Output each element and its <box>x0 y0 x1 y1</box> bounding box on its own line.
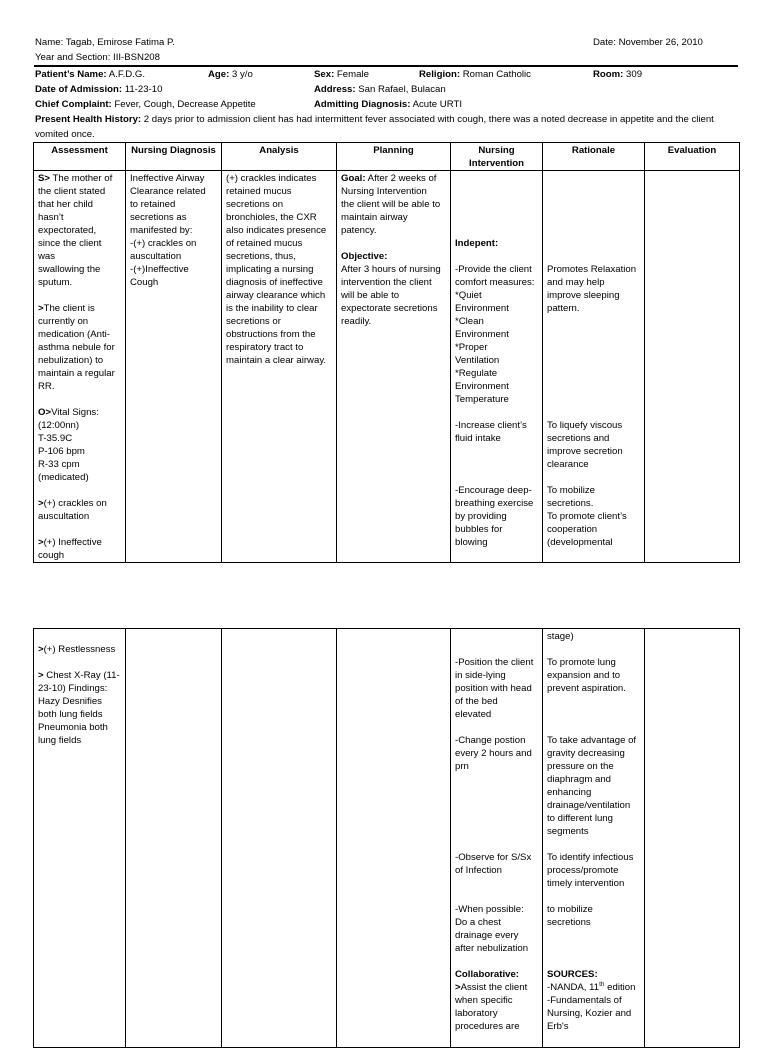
admitting-diagnosis: Admitting Diagnosis: Acute URTI <box>314 99 463 110</box>
rationale-cell-continued: stage) To promote lung expansion and to prevent aspiration. To take advantage of gravity decreasing pressure on the diaphragm and enhancing drainage/ventilation to different lung segments To identify infectious process/promote timely intervention to mobilize secretions SOURCES: -NANDA, 11th edition -Fundamentals of Nursing, Kozier and Erb's <box>543 629 645 1048</box>
diagnosis-cell: Ineffective Airway Clearance related to retained secretions as manifested by: -(+) crackles on auscultation -(+)Ineffective Cough <box>126 171 222 563</box>
planning-cell-continued <box>337 629 451 1048</box>
student-name: Name: Tagab, Emirose Fatima P. <box>35 37 175 48</box>
patient-sex: Sex: Female <box>314 69 369 80</box>
intervention-cell-continued: -Position the client in side-lying position with head of the bed elevated -Change postion every 2 hours and prn -Observe for S/Sx of Infection -When possible: Do a chest drainage every after nebulization Collaborative: >Assist the client when specific laboratory procedures are <box>451 629 543 1048</box>
col-planning: Planning <box>337 143 451 171</box>
patient-address: Address: San Rafael, Bulacan <box>314 84 446 95</box>
analysis-cell-continued <box>222 629 337 1048</box>
patient-age: Age: 3 y/o <box>208 69 253 80</box>
chief-complaint: Chief Complaint: Fever, Cough, Decrease Appetite <box>35 99 256 110</box>
assessment-cell-continued: >(+) Restlessness > Chest X-Ray (11- 23-10) Findings: Hazy Desnifies both lung fields Pneumonia both lung fields <box>34 629 126 1048</box>
table-row <box>34 629 740 1048</box>
assessment-cell: S> The mother of the client stated that her child hasn’t expectorated, since the client was swallowing the sputum. >The client is currently on medication (Anti- asthma nebule for nebulization) to maintain a regular RR. O>Vital Signs: (12:00nn) T-35.9C P-106 bpm R-33 cpm (medicated) >(+) crackles on auscultation >(+) Ineffective cough <box>34 171 126 563</box>
document-date: Date: November 26, 2010 <box>593 37 703 48</box>
patient-religion: Religion: Roman Catholic <box>419 69 531 80</box>
rationale-cell: Promotes Relaxation and may help improve sleeping pattern. To liquefy viscous secretions and improve secretion clearance To mobilize secretions. To promote client’s cooperation (developmental <box>543 171 645 563</box>
present-health-history: Present Health History: 2 days prior to admission client has had intermittent fever associated with cough, there was a noted decrease in appetite and the client <box>35 114 714 125</box>
care-plan-table-continued <box>33 628 740 1048</box>
table-row <box>34 171 740 563</box>
header-rule <box>34 65 738 67</box>
patient-room: Room: 309 <box>593 69 643 80</box>
analysis-cell: (+) crackles indicates retained mucus secretions on bronchioles, the CXR also indicates presence of retained mucus secretions, thus, implicating a nursing diagnosis of ineffective airway clearance which is the inability to clear secretions or obstructions from the respiratory tract to maintain a clear airway. <box>222 171 337 563</box>
care-plan-table <box>33 142 740 563</box>
col-analysis: Analysis <box>222 143 337 171</box>
table-header-row <box>34 143 740 171</box>
evaluation-cell-continued <box>645 629 740 1048</box>
intervention-cell: Indepent: -Provide the client comfort measures: *Quiet Environment *Clean Environment *Proper Ventilation *Regulate Environment Temperature -Increase client’s fluid intake -Encourage deep- breathing exercise by providing bubbles for blowing <box>451 171 543 563</box>
col-evaluation: Evaluation <box>645 143 740 171</box>
col-intervention: Nursing Intervention <box>451 143 543 171</box>
planning-cell: Goal: After 2 weeks of Nursing Intervention the client will be able to maintain airway patency. Objective: After 3 hours of nursing intervention the client will be able to expectorate secretions readily. <box>337 171 451 563</box>
evaluation-cell <box>645 171 740 563</box>
col-assessment: Assessment <box>34 143 126 171</box>
col-rationale: Rationale <box>543 143 645 171</box>
source-nanda: -NANDA, 11th edition <box>547 980 636 993</box>
diagnosis-cell-continued <box>126 629 222 1048</box>
patient-name: Patient’s Name: A.F.D.G. <box>35 69 146 80</box>
col-nursing-diagnosis: Nursing Diagnosis <box>126 143 222 171</box>
present-health-history-cont: vomited once. <box>35 129 95 140</box>
year-section: Year and Section: III-BSN208 <box>35 52 160 63</box>
admission-date: Date of Admission: 11-23-10 <box>35 84 163 95</box>
